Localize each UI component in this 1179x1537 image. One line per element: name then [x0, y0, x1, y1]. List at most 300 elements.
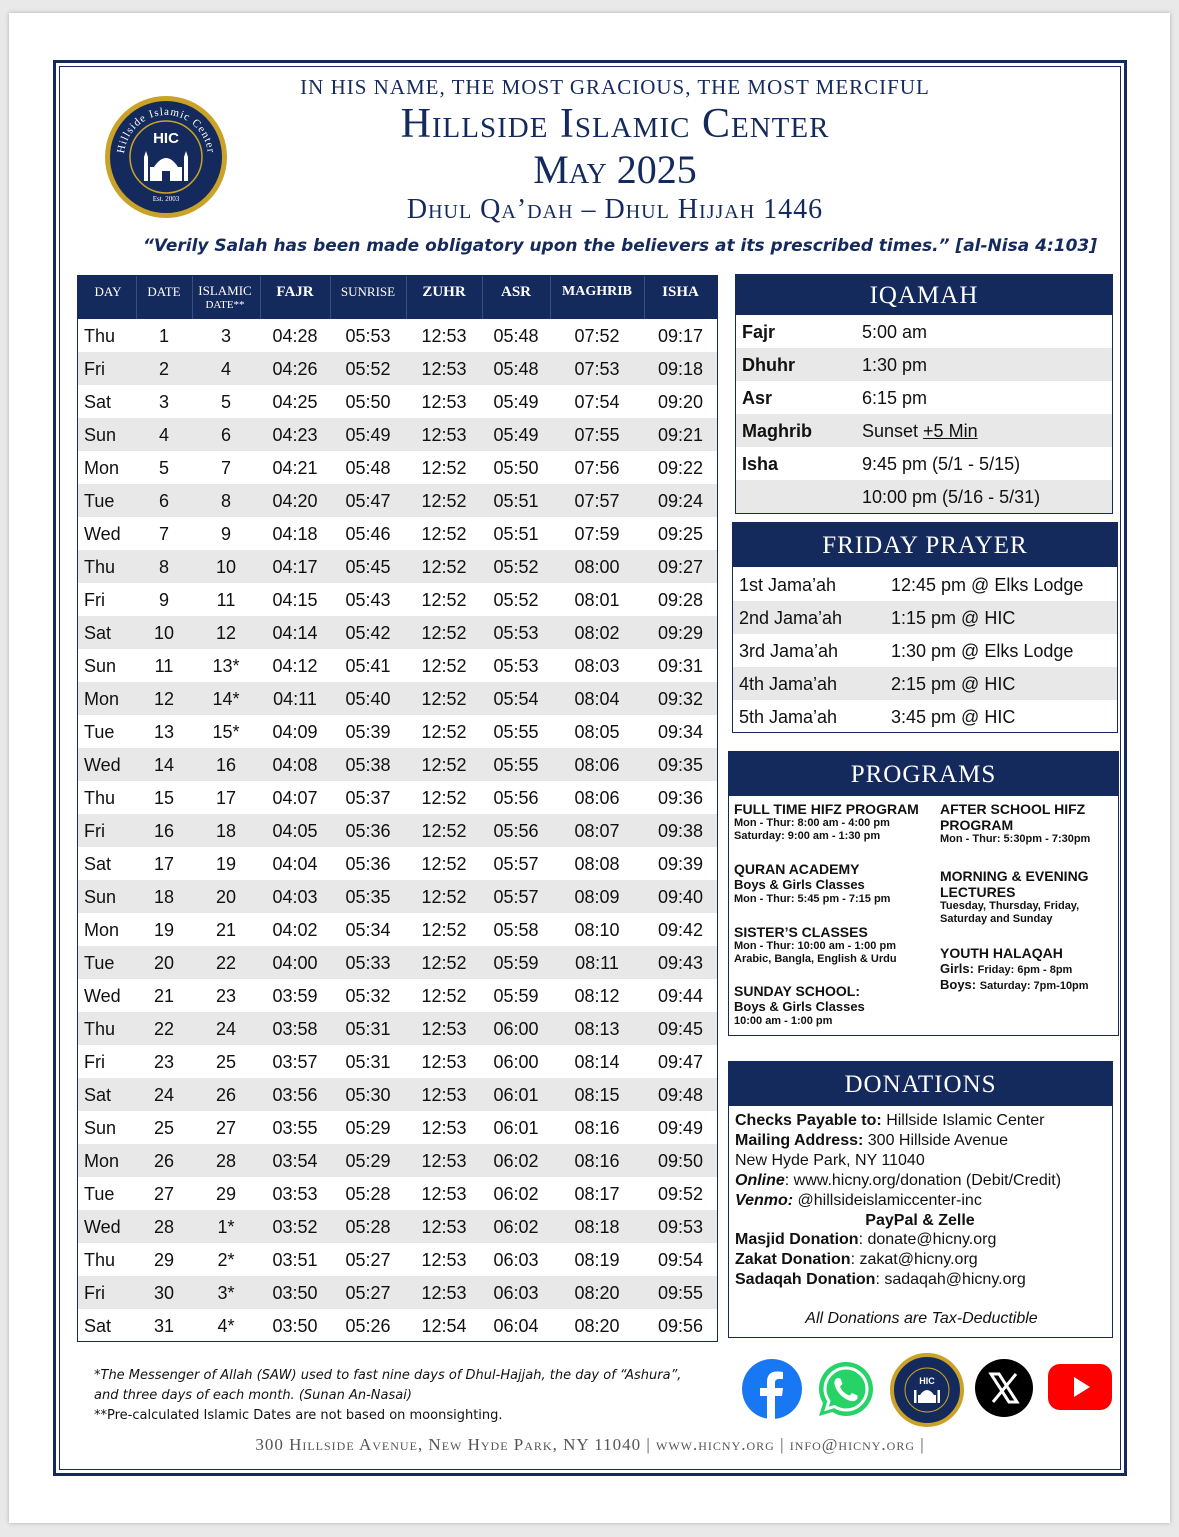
whatsapp-icon[interactable] — [816, 1359, 876, 1419]
cell-maghrib: 08:06 — [574, 788, 620, 808]
friday-prayer-box — [732, 522, 1118, 733]
cell-isha: 09:20 — [657, 392, 704, 412]
program-sunday-school — [734, 983, 934, 1028]
cell-zuhr: 12:52 — [421, 854, 467, 874]
cell-zuhr: 12:52 — [421, 755, 467, 775]
table-row — [78, 946, 717, 979]
cell-fajr: 04:02 — [272, 920, 318, 940]
jamaah-name: 5th Jama’ah — [739, 707, 838, 727]
youth-girls-label: Girls: — [940, 961, 974, 976]
cell-day: Fri — [84, 1052, 105, 1072]
table-row — [78, 583, 717, 616]
table-row — [78, 550, 717, 583]
cell-zuhr: 12:53 — [421, 326, 467, 346]
month-title: May 2025 — [533, 147, 697, 192]
program-quran-academy — [734, 861, 934, 906]
header-asr: ASR — [500, 284, 531, 300]
quran-quote: “Verily Salah has been made obligatory upon the believers at its prescribed times.” [al-Nisa 4:103] — [142, 236, 1098, 256]
donations-title: DONATIONS — [729, 1062, 1112, 1106]
cell-fajr: 04:17 — [272, 557, 318, 577]
cell-day: Fri — [84, 359, 105, 379]
cell-asr: 06:02 — [493, 1151, 539, 1171]
cell-sunrise: 05:38 — [345, 755, 391, 775]
iqamah-time — [862, 487, 1040, 508]
cell-asr: 05:55 — [493, 722, 539, 742]
cell-date: 19 — [153, 920, 175, 940]
cell-islamic-date: 11 — [216, 590, 236, 610]
iqamah-time-text: 5:00 am — [862, 322, 928, 342]
sadaqah-label: Sadaqah Donation — [735, 1271, 876, 1288]
cell-day: Thu — [84, 1019, 116, 1039]
jamaah-name: 2nd Jama’ah — [739, 608, 843, 628]
cell-asr: 05:51 — [493, 491, 539, 511]
cell-islamic-date: 4 — [220, 359, 231, 379]
cell-zuhr: 12:52 — [421, 887, 467, 907]
footer-address: 300 Hillside Avenue, New Hyde Park, NY 11040 | www.hicny.org | info@hicny.org | — [255, 1435, 925, 1454]
iqamah-row — [736, 315, 1112, 348]
cell-date: 13 — [153, 722, 175, 742]
cell-asr: 06:01 — [493, 1085, 539, 1105]
cell-fajr: 04:23 — [272, 425, 318, 445]
cell-maghrib: 08:11 — [575, 953, 619, 973]
table-row — [78, 352, 717, 385]
cell-sunrise: 05:27 — [345, 1250, 391, 1270]
cell-day: Thu — [84, 326, 116, 346]
cell-day: Sat — [84, 854, 112, 874]
cell-date: 3 — [158, 392, 169, 412]
cell-fajr: 04:04 — [272, 854, 318, 874]
lectures-title-1: MORNING & EVENING — [940, 868, 1089, 884]
table-row — [78, 1210, 717, 1243]
cell-day: Mon — [84, 689, 120, 709]
youth-girls-time: Friday: 6pm - 8pm — [977, 964, 1073, 976]
cell-maghrib: 07:52 — [574, 326, 620, 346]
iqamah-time — [862, 421, 978, 442]
venmo-value: @hillsideislamiccenter-inc — [797, 1192, 982, 1209]
cell-isha: 09:45 — [657, 1019, 704, 1039]
cell-date: 2 — [158, 359, 169, 379]
cell-fajr: 04:26 — [272, 359, 318, 379]
cell-zuhr: 12:52 — [421, 656, 467, 676]
cell-date: 10 — [153, 623, 175, 643]
jamaah-time: 12:45 pm @ Elks Lodge — [891, 575, 1084, 595]
table-row — [78, 1243, 717, 1276]
cell-sunrise: 05:39 — [345, 722, 391, 742]
cell-maghrib: 08:07 — [574, 821, 620, 841]
friday-row — [733, 700, 1117, 733]
cell-date: 18 — [153, 887, 175, 907]
cell-islamic-date: 20 — [215, 887, 237, 907]
cell-day: Mon — [84, 1151, 120, 1171]
cell-day: Thu — [84, 1250, 116, 1270]
cell-zuhr: 12:53 — [421, 1283, 467, 1303]
cell-maghrib: 08:08 — [574, 854, 620, 874]
hic-logo — [105, 96, 227, 218]
cell-isha: 09:27 — [657, 557, 704, 577]
cell-asr: 06:01 — [493, 1118, 539, 1138]
cell-fajr: 03:53 — [272, 1184, 318, 1204]
cell-isha: 09:49 — [657, 1118, 704, 1138]
iqamah-row — [736, 381, 1112, 414]
cell-sunrise: 05:36 — [345, 821, 391, 841]
cell-isha: 09:22 — [657, 458, 704, 478]
cell-day: Wed — [84, 755, 121, 775]
cell-date: 24 — [153, 1085, 175, 1105]
sunday-title: SUNDAY SCHOOL: — [734, 983, 861, 999]
cell-asr: 05:48 — [493, 326, 539, 346]
cell-fajr: 04:11 — [273, 689, 317, 709]
jamaah-name: 3rd Jama’ah — [739, 641, 839, 661]
venmo-label: Venmo: — [735, 1192, 794, 1209]
logo-initials: HIC — [153, 130, 179, 147]
cell-sunrise: 05:42 — [345, 623, 391, 643]
cell-isha: 09:47 — [657, 1052, 704, 1072]
table-row — [78, 814, 717, 847]
cell-fajr: 03:56 — [272, 1085, 318, 1105]
cell-islamic-date: 18 — [215, 821, 237, 841]
cell-maghrib: 07:57 — [574, 491, 620, 511]
cell-maghrib: 07:53 — [574, 359, 620, 379]
cell-date: 31 — [153, 1316, 175, 1336]
iqamah-row — [736, 348, 1112, 381]
quran-title: QURAN ACADEMY — [734, 861, 860, 877]
online-link[interactable]: : www.hicny.org/donation (Debit/Credit) — [784, 1172, 1062, 1189]
donation-online — [735, 1172, 1061, 1190]
cell-zuhr: 12:52 — [421, 491, 467, 511]
cell-maghrib: 08:03 — [574, 656, 620, 676]
cell-maghrib: 08:13 — [574, 1019, 620, 1039]
header-fajr: FAJR — [276, 284, 314, 300]
sister-line-2: Arabic, Bangla, English & Urdu — [734, 953, 897, 965]
cell-fajr: 04:07 — [272, 788, 318, 808]
cell-asr: 05:53 — [493, 623, 539, 643]
cell-maghrib: 07:55 — [574, 425, 620, 445]
cell-day: Tue — [84, 953, 115, 973]
cell-asr: 05:58 — [493, 920, 539, 940]
cell-asr: 05:59 — [493, 986, 539, 1006]
cell-sunrise: 05:29 — [345, 1118, 391, 1138]
cell-islamic-date: 8 — [220, 491, 231, 511]
cell-fajr: 03:51 — [272, 1250, 318, 1270]
jamaah-time: 1:15 pm @ HIC — [891, 608, 1016, 628]
sunday-sub: Boys & Girls Classes — [734, 999, 865, 1014]
cell-maghrib: 08:18 — [574, 1217, 620, 1237]
cell-date: 4 — [158, 425, 169, 445]
cell-fajr: 03:57 — [272, 1052, 318, 1072]
cell-isha: 09:39 — [657, 854, 704, 874]
cell-date: 16 — [153, 821, 175, 841]
cell-zuhr: 12:53 — [421, 1118, 467, 1138]
cell-islamic-date: 10 — [215, 557, 237, 577]
cell-islamic-date: 5 — [220, 392, 231, 412]
cell-islamic-date: 6 — [220, 425, 231, 445]
cell-date: 14 — [153, 755, 175, 775]
cell-sunrise: 05:30 — [345, 1085, 391, 1105]
cell-isha: 09:25 — [657, 524, 704, 544]
iqamah-box — [735, 274, 1113, 514]
table-row — [78, 517, 717, 550]
cell-maghrib: 08:09 — [574, 887, 620, 907]
cell-islamic-date: 28 — [215, 1151, 237, 1171]
cell-maghrib: 08:19 — [574, 1250, 620, 1270]
cell-isha: 09:43 — [657, 953, 704, 973]
cell-day: Wed — [84, 524, 121, 544]
cell-isha: 09:28 — [657, 590, 704, 610]
header-date: DATE — [147, 284, 181, 299]
cell-asr: 06:02 — [493, 1217, 539, 1237]
cell-sunrise: 05:53 — [345, 326, 391, 346]
friday-row — [733, 667, 1117, 700]
quran-sub: Boys & Girls Classes — [734, 877, 865, 892]
table-row — [78, 748, 717, 781]
sunday-line-1: 10:00 am - 1:00 pm — [734, 1015, 833, 1027]
header-isha: ISHA — [662, 284, 699, 300]
cell-day: Fri — [84, 821, 105, 841]
iqamah-time-extra: +5 Min — [923, 421, 978, 441]
cell-isha: 09:17 — [657, 326, 704, 346]
iqamah-prayer-name: Isha — [742, 454, 779, 474]
friday-row — [733, 601, 1117, 634]
cell-fajr: 03:50 — [272, 1283, 318, 1303]
cell-day: Wed — [84, 1217, 121, 1237]
cell-islamic-date: 24 — [215, 1019, 237, 1039]
donation-mailing-2: New Hyde Park, NY 11040 — [735, 1152, 925, 1169]
cell-zuhr: 12:53 — [421, 1217, 467, 1237]
cell-islamic-date: 27 — [215, 1118, 237, 1138]
donation-mailing — [735, 1132, 1008, 1150]
cell-asr: 05:50 — [493, 458, 539, 478]
cell-day: Tue — [84, 491, 115, 511]
table-row — [78, 682, 717, 715]
cell-sunrise: 05:31 — [345, 1019, 391, 1039]
checks-label: Checks Payable to: — [735, 1112, 882, 1129]
cell-zuhr: 12:52 — [421, 788, 467, 808]
table-header — [78, 276, 717, 319]
iqamah-prayer-name: Maghrib — [742, 421, 812, 441]
cell-fajr: 04:09 — [272, 722, 318, 742]
cell-zuhr: 12:52 — [421, 524, 467, 544]
cell-date: 1 — [158, 326, 169, 346]
table-row — [78, 484, 717, 517]
cell-asr: 05:52 — [493, 557, 539, 577]
iqamah-time-text: 1:30 pm — [862, 355, 928, 375]
header-islamic-date: DATE** — [205, 299, 245, 311]
header-maghrib: MAGHRIB — [562, 284, 632, 299]
cell-date: 9 — [158, 590, 169, 610]
cell-zuhr: 12:53 — [421, 1085, 467, 1105]
mail-label: Mailing Address: — [735, 1132, 864, 1149]
hifz-line-2: Saturday: 9:00 am - 1:30 pm — [734, 830, 881, 842]
cell-day: Tue — [84, 722, 115, 742]
iqamah-time-text: Sunset — [862, 421, 924, 441]
donation-tax-note: All Donations are Tax-Deductible — [805, 1310, 1038, 1327]
program-lectures — [940, 868, 1116, 926]
cell-day: Tue — [84, 1184, 115, 1204]
cell-zuhr: 12:52 — [421, 458, 467, 478]
cell-zuhr: 12:53 — [421, 1019, 467, 1039]
table-row — [78, 1144, 717, 1177]
jamaah-time: 3:45 pm @ HIC — [891, 707, 1016, 727]
cell-sunrise: 05:40 — [345, 689, 391, 709]
jamaah-name: 1st Jama’ah — [739, 575, 837, 595]
table-row — [78, 1078, 717, 1111]
cell-islamic-date: 23 — [215, 986, 237, 1006]
cell-zuhr: 12:53 — [421, 392, 467, 412]
cell-zuhr: 12:52 — [421, 722, 467, 742]
cell-date: 6 — [158, 491, 169, 511]
cell-fajr: 04:28 — [272, 326, 318, 346]
cell-maghrib: 08:20 — [574, 1316, 620, 1336]
cell-date: 26 — [153, 1151, 175, 1171]
cell-day: Sat — [84, 623, 112, 643]
donation-sadaqah — [735, 1271, 1026, 1289]
iqamah-prayer-name: Asr — [742, 388, 773, 408]
cell-day: Sun — [84, 425, 117, 445]
youth-boys-time: Saturday: 7pm-10pm — [979, 980, 1089, 992]
cell-fajr: 04:14 — [272, 623, 318, 643]
cell-fajr: 03:50 — [272, 1316, 318, 1336]
logo-est: Est. 2003 — [152, 195, 180, 203]
cell-sunrise: 05:29 — [345, 1151, 391, 1171]
zakat-email[interactable]: : zakat@hicny.org — [850, 1251, 978, 1268]
cell-day: Mon — [84, 920, 120, 940]
cell-sunrise: 05:52 — [345, 359, 391, 379]
table-row — [78, 847, 717, 880]
x-icon[interactable] — [975, 1359, 1033, 1417]
cell-fajr: 04:00 — [272, 953, 318, 973]
cell-islamic-date: 1* — [217, 1217, 235, 1237]
cell-zuhr: 12:52 — [421, 986, 467, 1006]
cell-islamic-date: 25 — [215, 1052, 237, 1072]
bismillah-line: IN HIS NAME, THE MOST GRACIOUS, THE MOST MERCIFUL — [300, 75, 930, 99]
cell-islamic-date: 12 — [215, 623, 237, 643]
small-logo-initials: HIC — [919, 1376, 935, 1386]
cell-isha: 09:40 — [657, 887, 704, 907]
iqamah-time — [862, 388, 927, 409]
iqamah-time — [862, 355, 927, 376]
cell-maghrib: 08:16 — [574, 1118, 620, 1138]
table-row — [78, 616, 717, 649]
header-sunrise: SUNRISE — [340, 284, 396, 299]
cell-isha: 09:44 — [657, 986, 704, 1006]
logo-arc-text: Hillside Islamic Center — [115, 105, 217, 155]
iqamah-time-text: 6:15 pm — [862, 388, 928, 408]
cell-asr: 05:57 — [493, 854, 539, 874]
cell-maghrib: 08:06 — [574, 755, 620, 775]
cell-asr: 05:53 — [493, 656, 539, 676]
donation-venmo — [735, 1192, 982, 1210]
cell-maghrib: 07:56 — [574, 458, 620, 478]
cell-sunrise: 05:37 — [345, 788, 391, 808]
cell-zuhr: 12:53 — [421, 359, 467, 379]
after-title-1: AFTER SCHOOL HIFZ — [940, 801, 1086, 817]
after-title-2: PROGRAM — [940, 817, 1014, 833]
cell-isha: 09:34 — [657, 722, 704, 742]
cell-date: 22 — [153, 1019, 175, 1039]
cell-isha: 09:48 — [657, 1085, 704, 1105]
cell-date: 23 — [153, 1052, 175, 1072]
cell-isha: 09:21 — [657, 425, 704, 445]
table-row — [78, 385, 717, 418]
cell-islamic-date: 16 — [215, 755, 237, 775]
cell-maghrib: 08:12 — [574, 986, 620, 1006]
cell-sunrise: 05:45 — [345, 557, 391, 577]
cell-maghrib: 08:01 — [574, 590, 620, 610]
youtube-icon[interactable] — [1048, 1364, 1112, 1410]
after-line-1: Mon - Thur: 5:30pm - 7:30pm — [940, 833, 1091, 845]
cell-islamic-date: 7 — [220, 458, 231, 478]
cell-isha: 09:36 — [657, 788, 704, 808]
cell-zuhr: 12:52 — [421, 821, 467, 841]
header-zuhr: ZUHR — [422, 284, 466, 300]
cell-asr: 06:00 — [493, 1019, 539, 1039]
cell-fajr: 04:25 — [272, 392, 318, 412]
sadaqah-email[interactable]: : sadaqah@hicny.org — [875, 1271, 1026, 1288]
masjid-email[interactable]: : donate@hicny.org — [858, 1231, 997, 1248]
cell-asr: 05:59 — [493, 953, 539, 973]
iqamah-title: IQAMAH — [736, 275, 1112, 315]
cell-sunrise: 05:27 — [345, 1283, 391, 1303]
cell-date: 5 — [158, 458, 169, 478]
cell-asr: 06:03 — [493, 1250, 539, 1270]
sister-title: SISTER’S CLASSES — [734, 924, 868, 940]
table-row — [78, 1111, 717, 1144]
table-row — [78, 1276, 717, 1309]
cell-day: Sat — [84, 392, 112, 412]
cell-day: Mon — [84, 458, 120, 478]
cell-islamic-date: 26 — [215, 1085, 237, 1105]
cell-zuhr: 12:52 — [421, 953, 467, 973]
cell-islamic-date: 3* — [217, 1283, 235, 1303]
cell-maghrib: 08:00 — [574, 557, 620, 577]
facebook-icon[interactable] — [742, 1359, 802, 1419]
checks-value: Hillside Islamic Center — [886, 1112, 1045, 1129]
cell-day: Sat — [84, 1316, 112, 1336]
cell-date: 8 — [158, 557, 169, 577]
cell-islamic-date: 19 — [215, 854, 237, 874]
cell-fajr: 04:21 — [272, 458, 318, 478]
cell-sunrise: 05:32 — [345, 986, 391, 1006]
youth-boys-label: Boys: — [940, 977, 977, 992]
cell-date: 7 — [158, 524, 169, 544]
hifz-line-1: Mon - Thur: 8:00 am - 4:00 pm — [734, 817, 890, 829]
cell-islamic-date: 2* — [217, 1250, 235, 1270]
cell-isha: 09:31 — [657, 656, 704, 676]
cell-sunrise: 05:49 — [345, 425, 391, 445]
cell-sunrise: 05:46 — [345, 524, 391, 544]
cell-fajr: 04:12 — [272, 656, 318, 676]
cell-sunrise: 05:31 — [345, 1052, 391, 1072]
cell-fajr: 03:54 — [272, 1151, 318, 1171]
table-row — [78, 781, 717, 814]
cell-maghrib: 08:02 — [574, 623, 620, 643]
cell-isha: 09:32 — [657, 689, 704, 709]
hic-logo-small[interactable] — [890, 1353, 964, 1427]
cell-asr: 06:02 — [493, 1184, 539, 1204]
cell-islamic-date: 14* — [212, 689, 240, 709]
cell-asr: 06:03 — [493, 1283, 539, 1303]
cell-zuhr: 12:53 — [421, 1184, 467, 1204]
cell-fajr: 04:08 — [272, 755, 318, 775]
cell-zuhr: 12:53 — [421, 425, 467, 445]
donation-checks — [735, 1112, 1044, 1130]
cell-day: Sun — [84, 656, 117, 676]
cell-date: 17 — [153, 854, 175, 874]
online-label: Online — [735, 1172, 785, 1189]
cell-isha: 09:29 — [657, 623, 704, 643]
cell-date: 25 — [153, 1118, 175, 1138]
table-row — [78, 451, 717, 484]
